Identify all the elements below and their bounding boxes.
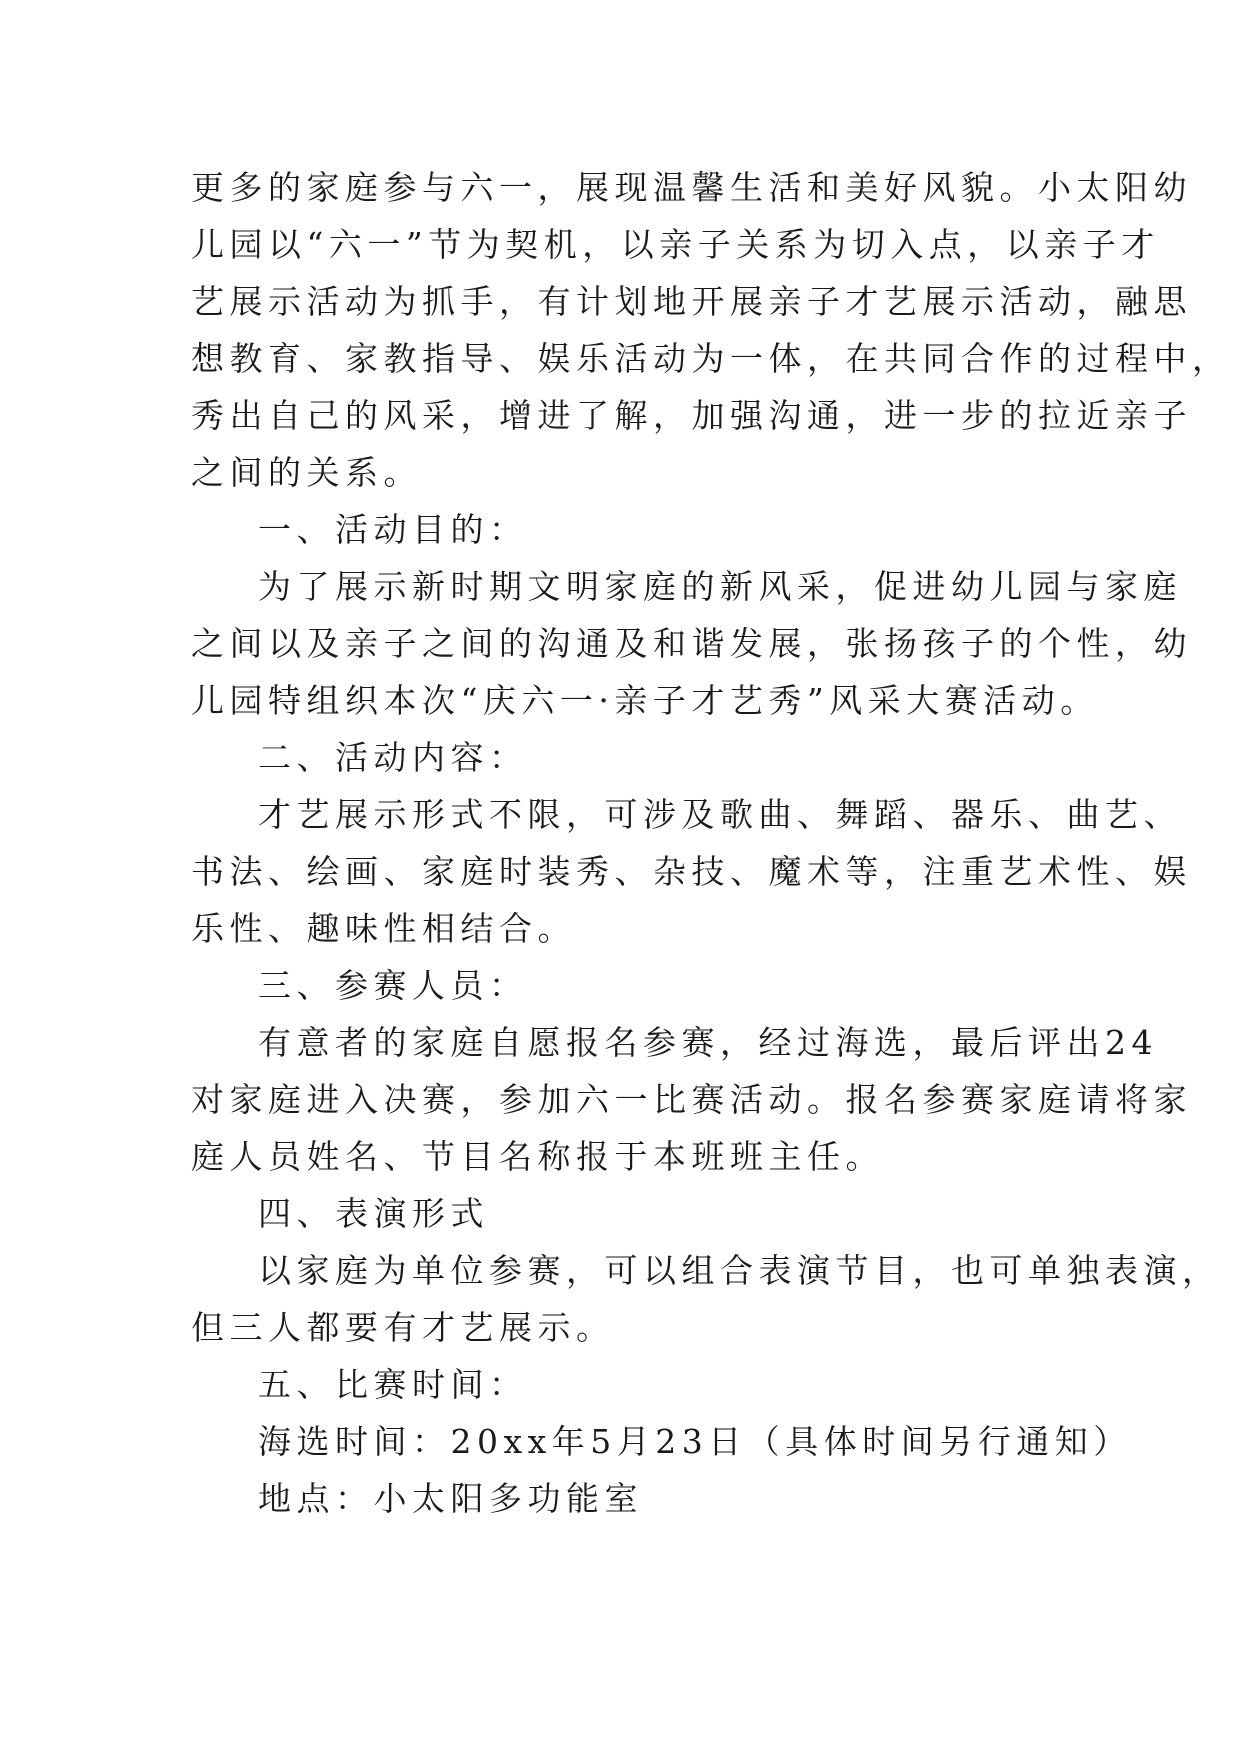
paragraph-line: 更多的家庭参与六一，展现温馨生活和美好风貌。小太阳幼 (191, 168, 1192, 207)
paragraph-line: 为了展示新时期文明家庭的新风采，促进幼儿园与家庭 (258, 567, 1182, 606)
paragraph-line: 海选时间：20xx年5月23日（具体时间另行通知） (258, 1422, 1132, 1461)
paragraph-line: 以家庭为单位参赛，可以组合表演节目，也可单独表演， (258, 1251, 1221, 1290)
paragraph-line: 庭人员姓名、节目名称报于本班班主任。 (191, 1137, 884, 1176)
section-heading-format: 四、表演形式 (258, 1194, 489, 1233)
paragraph-line: 秀出自己的风采，增进了解，加强沟通，进一步的拉近亲子 (191, 396, 1192, 435)
section-heading-time: 五、比赛时间： (258, 1365, 528, 1404)
paragraph-line: 地点：小太阳多功能室 (258, 1479, 643, 1518)
paragraph-line: 儿园以“六一”节为契机，以亲子关系为切入点，以亲子才 (191, 225, 1160, 264)
section-heading-purpose: 一、活动目的： (258, 510, 528, 549)
paragraph-line: 书法、绘画、家庭时装秀、杂技、魔术等，注重艺术性、娱 (191, 852, 1192, 891)
paragraph-line: 儿园特组织本次“庆六一·亲子才艺秀”风采大赛活动。 (191, 681, 1099, 720)
paragraph-line: 乐性、趣味性相结合。 (191, 909, 576, 948)
paragraph-line: 之间以及亲子之间的沟通及和谐发展，张扬孩子的个性，幼 (191, 624, 1192, 663)
section-heading-participants: 三、参赛人员： (258, 966, 528, 1005)
section-heading-content: 二、活动内容： (258, 738, 528, 777)
paragraph-line: 有意者的家庭自愿报名参赛，经过海选，最后评出24 (258, 1023, 1158, 1062)
paragraph-line: 想教育、家教指导、娱乐活动为一体，在共同合作的过程中， (191, 339, 1231, 378)
paragraph-line: 之间的关系。 (191, 453, 422, 492)
paragraph-line: 艺展示活动为抓手，有计划地开展亲子才艺展示活动，融思 (191, 282, 1192, 321)
paragraph-line: 但三人都要有才艺展示。 (191, 1308, 615, 1347)
paragraph-line: 对家庭进入决赛，参加六一比赛活动。报名参赛家庭请将家 (191, 1080, 1192, 1119)
paragraph-line: 才艺展示形式不限，可涉及歌曲、舞蹈、器乐、曲艺、 (258, 795, 1182, 834)
